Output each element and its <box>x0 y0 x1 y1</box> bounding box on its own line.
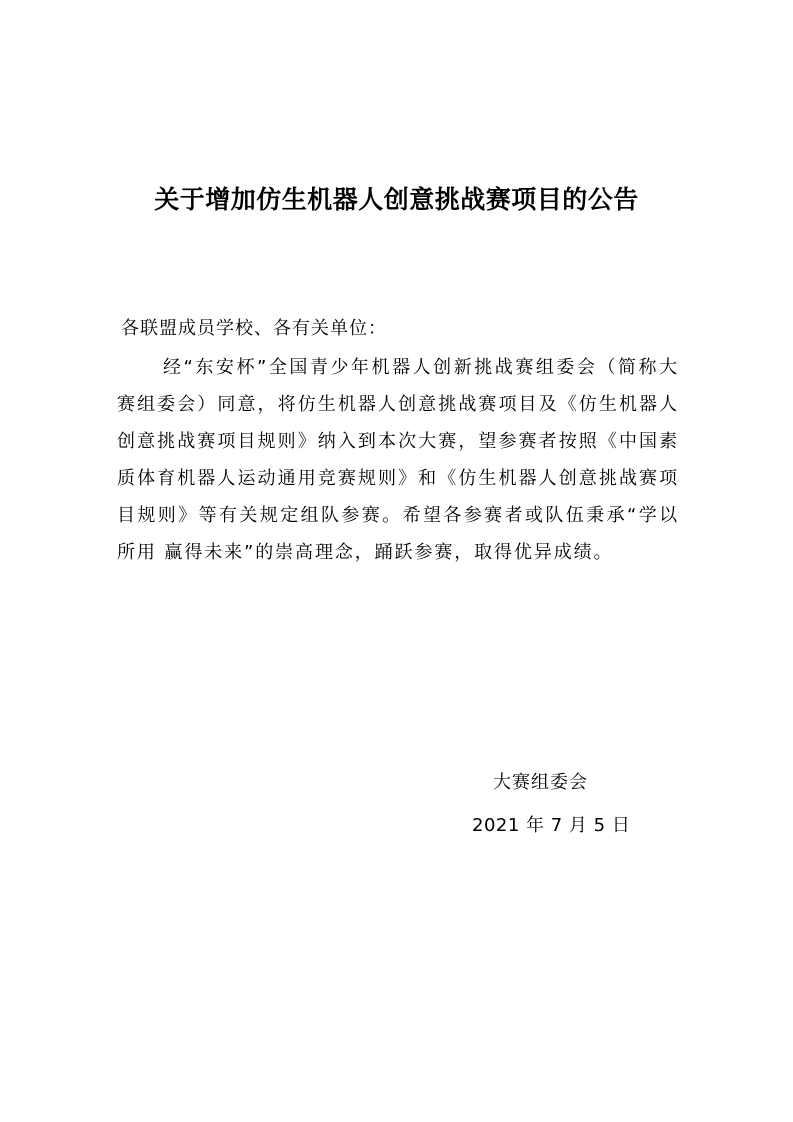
issue-date: 2021 年 7 月 5 日 <box>472 815 631 836</box>
salutation: 各联盟成员学校、各有关单位： <box>121 318 387 339</box>
body-paragraph: 经“东安杯”全国青少年机器人创新挑战赛组委会（简称大赛组委会）同意，将仿生机器人创意挑战赛项目及《仿生机器人创意挑战赛项目规则》纳入到本次大赛，望参赛者按照《中国素质体育机器人运动通用竞赛规则》和《仿生机器人创意挑战赛项目规则》等有关规定组队参赛。希望各参赛者或队伍秉承“学以所用 赢得未来”的崇高理念，踊跃参赛，取得优异成绩。 <box>117 357 679 563</box>
document-title: 关于增加仿生机器人创意挑战赛项目的公告 <box>154 185 639 214</box>
signature: 大赛组委会 <box>493 772 588 793</box>
